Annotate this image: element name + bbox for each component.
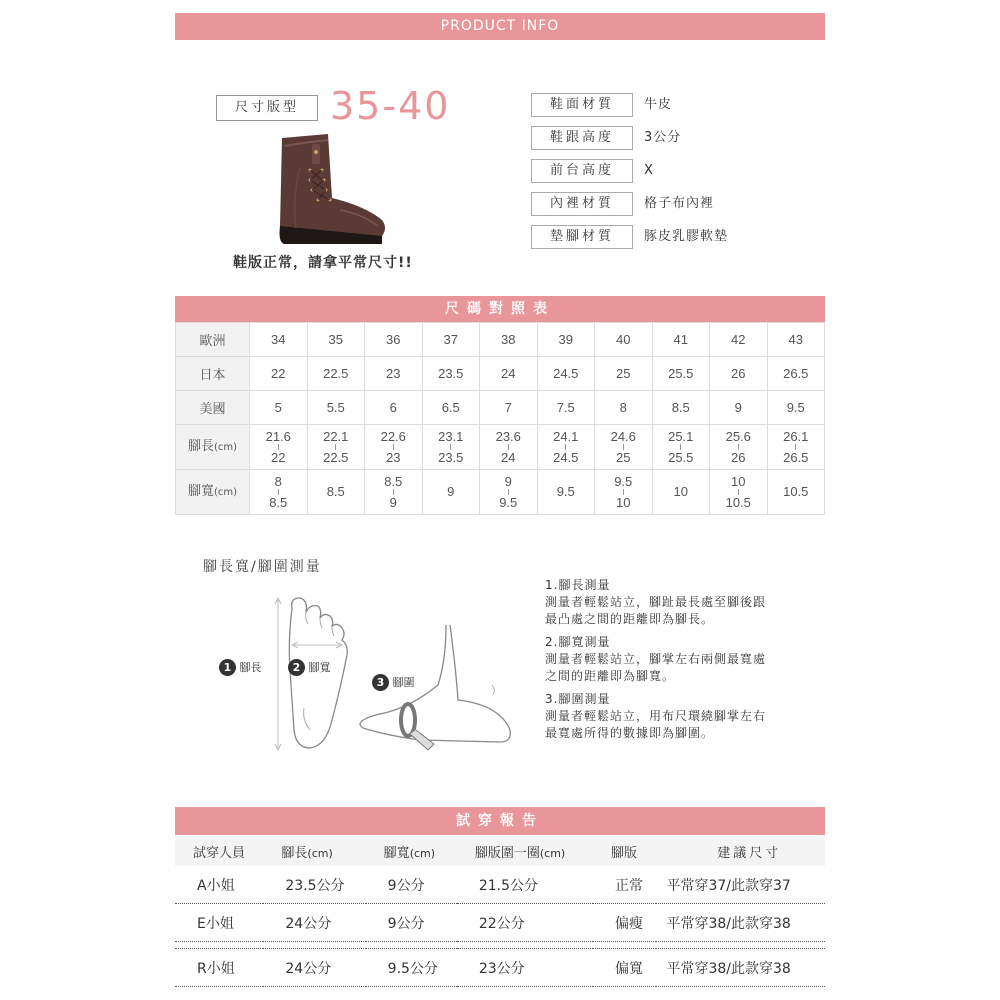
size-cell: 22.6 23	[365, 425, 423, 470]
step-title: 3.腳圍測量	[545, 692, 611, 706]
report-cell: R小姐	[175, 949, 263, 987]
size-cell: 34	[250, 323, 308, 357]
size-cell: 23.6 24	[480, 425, 538, 470]
size-row-header: 腳寬(cm)	[176, 470, 250, 515]
report-header-row	[175, 836, 825, 866]
report-cell: 21.5公分	[457, 866, 593, 904]
size-cell: 24.1 24.5	[537, 425, 595, 470]
size-cell: 8	[595, 391, 653, 425]
report-cell: 偏寬	[593, 949, 656, 987]
header-cell: 試穿人員	[175, 836, 263, 866]
size-chart-table	[175, 322, 825, 515]
size-cell: 39	[537, 323, 595, 357]
header-cell: 建議尺寸	[656, 836, 825, 866]
label-text: 腳寬	[308, 661, 331, 674]
spec-value: X	[644, 163, 654, 178]
size-cell: 9.5	[537, 470, 595, 515]
report-cell: 偏瘦	[593, 904, 656, 942]
size-cell: 10.5	[767, 470, 825, 515]
size-cell: 26	[710, 357, 768, 391]
size-cell: 21.6 22	[250, 425, 308, 470]
report-cell: 23公分	[457, 949, 593, 987]
size-cell: 6.5	[422, 391, 480, 425]
size-cell: 37	[422, 323, 480, 357]
size-cell: 26.1 26.5	[767, 425, 825, 470]
size-chart-banner: 尺碼對照表	[175, 296, 825, 322]
report-cell: 22公分	[457, 904, 593, 942]
size-cell: 22.5	[307, 357, 365, 391]
size-chart-row	[176, 391, 825, 425]
spec-key: 內裡材質	[531, 192, 633, 216]
report-cell: 平常穿38/此款穿38	[656, 949, 825, 987]
report-row	[175, 866, 825, 904]
size-cell: 24.6 25	[595, 425, 653, 470]
size-cell: 40	[595, 323, 653, 357]
number-badge: 1	[219, 659, 236, 676]
report-cell: 正常	[593, 866, 656, 904]
size-chart-row	[176, 357, 825, 391]
size-cell: 24	[480, 357, 538, 391]
size-chart-row	[176, 425, 825, 470]
label-text: 腳長	[239, 661, 262, 674]
spec-key: 前台高度	[531, 159, 633, 183]
size-cell: 42	[710, 323, 768, 357]
step-line: 測量者輕鬆站立，用布尺環繞腳掌左右	[545, 709, 767, 723]
product-info-banner: PRODUCT INFO	[175, 13, 825, 40]
size-cell: 9	[422, 470, 480, 515]
size-cell: 10	[652, 470, 710, 515]
size-cell: 41	[652, 323, 710, 357]
size-chart-row	[176, 470, 825, 515]
size-cell: 23	[365, 357, 423, 391]
size-cell: 8.5	[307, 470, 365, 515]
header-cell: 腳長(cm)	[263, 836, 365, 866]
fit-note: 鞋版正常，請拿平常尺寸!!	[233, 255, 413, 271]
report-cell: 24公分	[263, 904, 365, 942]
header-cell: 腳版	[593, 836, 656, 866]
size-cell: 6	[365, 391, 423, 425]
fitting-report-table	[175, 836, 825, 987]
size-cell: 23.1 23.5	[422, 425, 480, 470]
report-cell: E小姐	[175, 904, 263, 942]
size-cell: 25.5	[652, 357, 710, 391]
size-chart-row	[176, 323, 825, 357]
size-cell: 24.5	[537, 357, 595, 391]
size-cell: 25	[595, 357, 653, 391]
header-cell: 腳版圍一圈(cm)	[457, 836, 593, 866]
step-line: 之間的距離即為腳寬。	[545, 669, 676, 683]
size-cell: 22	[250, 357, 308, 391]
spec-value: 豚皮乳膠軟墊	[644, 229, 729, 244]
spec-value: 牛皮	[644, 97, 673, 112]
step-line: 測量者輕鬆站立，腳趾最長處至腳後跟	[545, 595, 767, 609]
number-badge: 2	[288, 659, 305, 676]
report-cell: 23.5公分	[263, 866, 365, 904]
spec-value: 格子布內裡	[644, 196, 715, 211]
report-cell: A小姐	[175, 866, 263, 904]
step-title: 1.腳長測量	[545, 578, 611, 592]
report-cell: 平常穿37/此款穿37	[656, 866, 825, 904]
size-cell: 23.5	[422, 357, 480, 391]
size-cell: 5	[250, 391, 308, 425]
measure-instructions	[545, 577, 766, 742]
foot-width-label	[288, 659, 331, 676]
spec-key: 鞋面材質	[531, 93, 633, 117]
label-text: 腳圍	[392, 676, 415, 689]
size-cell: 22.1 22.5	[307, 425, 365, 470]
size-fit-label: 尺寸版型	[216, 95, 318, 121]
size-cell: 38	[480, 323, 538, 357]
foot-length-label	[219, 659, 262, 676]
size-row-header: 美國	[176, 391, 250, 425]
size-cell: 25.1 25.5	[652, 425, 710, 470]
size-cell: 8.5 9	[365, 470, 423, 515]
size-row-header: 腳長(cm)	[176, 425, 250, 470]
size-cell: 10 10.5	[710, 470, 768, 515]
step-line: 測量者輕鬆站立，腳掌左右兩側最寬處	[545, 652, 767, 666]
foot-girth-label	[372, 674, 415, 691]
size-cell: 8 8.5	[250, 470, 308, 515]
report-row	[175, 949, 825, 987]
report-cell: 24公分	[263, 949, 365, 987]
boot-image	[270, 128, 395, 248]
size-range: 35-40	[330, 84, 451, 128]
spec-key: 鞋跟高度	[531, 126, 633, 150]
size-cell: 8.5	[652, 391, 710, 425]
size-row-header: 歐洲	[176, 323, 250, 357]
step-title: 2.腳寬測量	[545, 635, 611, 649]
spec-key: 墊腳材質	[531, 225, 633, 249]
report-cell: 平常穿38/此款穿38	[656, 904, 825, 942]
size-cell: 36	[365, 323, 423, 357]
size-cell: 9.5 10	[595, 470, 653, 515]
report-cell: 9公分	[366, 904, 457, 942]
size-cell: 9 9.5	[480, 470, 538, 515]
size-cell: 26.5	[767, 357, 825, 391]
step-line: 最寬處所得的數據即為腳圍。	[545, 726, 715, 740]
report-cell: 9.5公分	[366, 949, 457, 987]
spec-value: 3公分	[644, 130, 682, 145]
measure-title: 腳長寬/腳圍測量	[203, 559, 322, 575]
report-spacer	[175, 942, 825, 949]
size-cell: 9	[710, 391, 768, 425]
number-badge: 3	[372, 674, 389, 691]
size-cell: 43	[767, 323, 825, 357]
size-row-header: 日本	[176, 357, 250, 391]
report-row	[175, 904, 825, 942]
size-cell: 7.5	[537, 391, 595, 425]
fitting-report-banner: 試穿報告	[175, 807, 825, 835]
size-cell: 5.5	[307, 391, 365, 425]
step-line: 最凸處之間的距離即為腳長。	[545, 612, 715, 626]
size-cell: 7	[480, 391, 538, 425]
size-cell: 9.5	[767, 391, 825, 425]
report-cell: 9公分	[366, 866, 457, 904]
size-cell: 35	[307, 323, 365, 357]
size-cell: 25.6 26	[710, 425, 768, 470]
header-cell: 腳寬(cm)	[366, 836, 457, 866]
